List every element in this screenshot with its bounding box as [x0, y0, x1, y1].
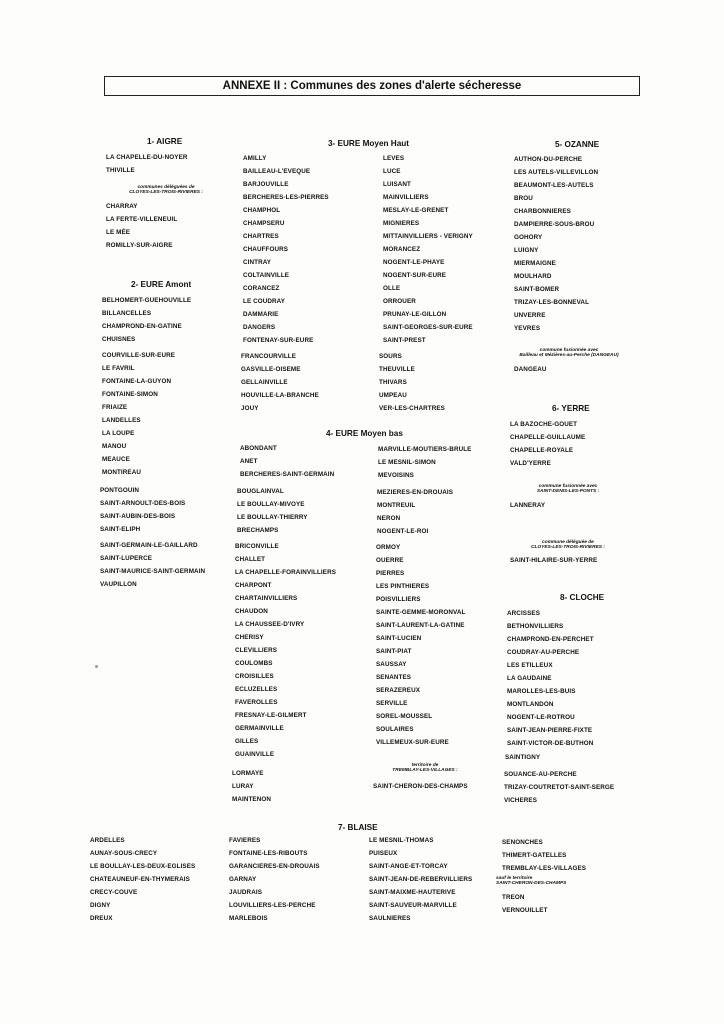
eure-moyen-bas-right-d — [373, 780, 468, 793]
commune-item: SAINT-LUPERCE — [100, 555, 153, 562]
commune-item: LA LOUPE — [102, 430, 135, 437]
cloche-list-a-fix — [505, 751, 540, 764]
commune-item: GUAINVILLE — [235, 751, 275, 758]
section-heading-eure-moyen-haut: 3- EURE Moyen Haut — [328, 139, 409, 148]
commune-item: SAINT-ARNOULT-DES-BOIS — [100, 500, 186, 507]
section-heading-blaise: 7- BLAISE — [338, 823, 378, 832]
commune-item: SAINT-PIAT — [376, 648, 412, 655]
commune-item: THIMERT-GATELLES — [502, 852, 567, 859]
note-line: commune fusionnée avec — [538, 484, 598, 489]
commune-item: SAINT-SAUVEUR-MARVILLE — [369, 902, 457, 909]
commune-item: MONTREUIL — [377, 502, 416, 509]
commune-item: LA GAUDAINE — [507, 675, 552, 682]
commune-item: GILLES — [235, 738, 259, 745]
commune-item: BRECHAMPS — [237, 527, 279, 534]
commune-item: SAINT-PREST — [383, 337, 426, 344]
commune-item: LANNERAY — [510, 502, 546, 509]
commune-item: SOURS — [379, 353, 402, 360]
commune-item: ARDELLES — [90, 837, 125, 844]
commune-item: SAINT-GEORGES-SUR-EURE — [383, 324, 473, 331]
commune-item: MIGNIERES — [383, 220, 420, 227]
commune-item: DIGNY — [90, 902, 111, 909]
section-heading-eure-amont: 2- EURE Amont — [131, 280, 192, 289]
eure-amont-list-d — [100, 539, 205, 591]
commune-item: FAVEROLLES — [235, 699, 278, 706]
commune-item: SERVILLE — [376, 700, 408, 707]
aigre-list-b — [106, 200, 177, 252]
commune-item: AUTHON-DU-PERCHE — [514, 156, 583, 163]
commune-item: MOULHARD — [514, 273, 552, 280]
commune-item: PIERRES — [376, 570, 405, 577]
commune-item: SAINTIGNY — [505, 754, 541, 761]
commune-item: SAINT-AUBIN-DES-BOIS — [100, 513, 176, 520]
commune-item: FONTAINE-SIMON — [102, 391, 158, 398]
commune-item: COULOMBS — [235, 660, 273, 667]
commune-item: CHAMPHOL — [243, 207, 281, 214]
commune-item: UMPEAU — [379, 392, 407, 399]
eure-amont-list-a — [102, 294, 191, 346]
commune-item: MESLAY-LE-GRENET — [383, 207, 449, 214]
commune-item: LE MÉE — [106, 229, 131, 236]
note-line: commune fusionnée avec — [539, 348, 599, 353]
commune-item: GOHORY — [514, 234, 543, 241]
eure-moyen-bas-left-b — [237, 485, 308, 537]
commune-item: CHAPELLE-ROYALE — [510, 447, 574, 454]
commune-item: ECLUZELLES — [235, 686, 278, 693]
page-title: ANNEXE II : Communes des zones d'alerte sécheresse — [104, 76, 640, 96]
commune-item: DAMMARIE — [243, 311, 279, 318]
commune-item: LES PINTHIERES — [376, 583, 430, 590]
commune-item: LE FAVRIL — [102, 365, 135, 372]
commune-item: BRICONVILLE — [235, 543, 279, 550]
commune-item: SAINT-LAURENT-LA-GATINE — [376, 622, 465, 629]
eure-amont-list-b — [102, 349, 175, 479]
note-line: SAINT-DENIS-LES-PONTS : — [536, 489, 600, 495]
commune-item: VAUPILLON — [100, 581, 137, 588]
commune-item: CROISILLES — [235, 673, 274, 680]
eure-moyen-bas-note — [370, 763, 480, 774]
commune-item: FONTAINE-LA-GUYON — [102, 378, 172, 385]
commune-item: BARJOUVILLE — [243, 181, 289, 188]
commune-item: YEVRES — [514, 325, 541, 332]
commune-item: LE COUDRAY — [243, 298, 286, 305]
commune-item: CHAUDON — [235, 608, 268, 615]
commune-item: MARLEBOIS — [229, 915, 268, 922]
commune-item: JAUDRAIS — [229, 889, 262, 896]
eure-moyen-bas-left-d — [232, 767, 271, 806]
commune-item: BERCHERES-LES-PIERRES — [243, 194, 329, 201]
commune-item: VILLEMEUX-SUR-EURE — [376, 739, 449, 746]
aigre-list-a — [106, 151, 188, 177]
section-heading-cloche: 8- CLOCHE — [560, 593, 605, 602]
note-line: territoire de — [411, 763, 439, 768]
note-line: commune déléguée de — [542, 540, 594, 545]
commune-item: HOUVILLE-LA-BRANCHE — [241, 392, 319, 399]
commune-item: MAINTENON — [232, 796, 272, 803]
commune-item: ANET — [240, 458, 258, 465]
commune-item: NOGENT-LE-ROI — [377, 528, 429, 535]
note-line: TREMBLAY-LES-VILLAGES : — [392, 768, 458, 774]
commune-item: SENANTES — [376, 674, 412, 681]
commune-item: MEVOISINS — [378, 472, 414, 479]
commune-item: MAINVILLIERS — [383, 194, 429, 201]
commune-item: FONTENAY-SUR-EURE — [243, 337, 314, 344]
commune-item: CORANCEZ — [243, 285, 280, 292]
commune-item: FRANCOURVILLE — [241, 353, 297, 360]
commune-item: LE MESNIL-SIMON — [378, 459, 436, 466]
commune-item: GELLAINVILLE — [241, 379, 288, 386]
eure-moyen-bas-right-a — [378, 443, 472, 482]
commune-item: CRECY-COUVE — [90, 889, 138, 896]
commune-item: SOREL-MOUSSEL — [376, 713, 433, 720]
commune-item: TREON — [502, 894, 525, 901]
commune-item: CHARTAINVILLIERS — [235, 595, 298, 602]
commune-item: VALD'YERRE — [510, 460, 551, 467]
commune-item: SAINTE-GEMME-MORONVAL — [376, 609, 466, 616]
commune-item: MAROLLES-LES-BUIS — [507, 688, 576, 695]
commune-item: DAMPIERRE-SOUS-BROU — [514, 221, 595, 228]
commune-item: MITTAINVILLIERS - VERIGNY — [383, 233, 473, 240]
commune-item: TRIZAY-COUTRETOT-SAINT-SERGE — [504, 784, 615, 791]
commune-item: SAINT-VICTOR-DE-BUTHON — [507, 740, 594, 747]
commune-item: TREMBLAY-LES-VILLAGES — [502, 865, 587, 872]
commune-item: SAINT-ANGE-ET-TORCAY — [369, 863, 448, 870]
commune-item: MORANCEZ — [383, 246, 421, 253]
commune-item: BELHOMERT-GUEHOUVILLE — [102, 297, 192, 304]
eure-moyen-haut-right-b — [379, 350, 445, 415]
blaise-list-col-4a — [502, 836, 586, 875]
commune-item: CHARTRES — [243, 233, 279, 240]
commune-item: BROU — [514, 195, 533, 202]
commune-item: CINTRAY — [243, 259, 272, 266]
eure-amont-list-c — [100, 484, 185, 536]
commune-item: SAINT-MAURICE-SAINT-GERMAIN — [100, 568, 206, 575]
commune-item: UNVERRE — [514, 312, 546, 319]
commune-item: CHAMPSERU — [243, 220, 285, 227]
commune-item: BETHONVILLIERS — [507, 623, 564, 630]
ozanne-list-b — [514, 363, 547, 376]
commune-item: COLTAINVILLE — [243, 272, 290, 279]
commune-item: PUISEUX — [369, 850, 398, 857]
note-line: Bailleau et Mézières-au-Perche (DANGEAU) — [519, 353, 619, 359]
blaise-list-col-4b — [502, 891, 548, 917]
eure-moyen-haut-left-a — [243, 152, 329, 347]
commune-item: SAINT-HILAIRE-SUR-YERRE — [510, 557, 598, 564]
blaise-note — [496, 876, 594, 887]
commune-item: DREUX — [90, 915, 113, 922]
commune-item: SAULNIERES — [369, 915, 411, 922]
commune-item: SERAZEREUX — [376, 687, 421, 694]
commune-item: BAILLEAU-L'EVEQUE — [243, 168, 311, 175]
commune-item: SAUSSAY — [376, 661, 407, 668]
cloche-list-a — [507, 607, 594, 750]
commune-item: THIVILLE — [106, 167, 135, 174]
commune-item: GASVILLE-OISEME — [241, 366, 301, 373]
commune-item: CHAUFFOURS — [243, 246, 289, 253]
commune-item: CLEVILLIERS — [235, 647, 278, 654]
commune-item: LA CHAUSSEE-D'IVRY — [235, 621, 305, 628]
commune-item: LE BOULLAY-THIERRY — [237, 514, 308, 521]
commune-item: VICHERES — [504, 797, 537, 804]
commune-item: SAINT-JEAN-PIERRE-FIXTE — [507, 727, 593, 734]
commune-item: PRUNAY-LE-GILLON — [383, 311, 447, 318]
yerre-note-1 — [508, 484, 628, 495]
commune-item: GERMAINVILLE — [235, 725, 284, 732]
commune-item: LOUVILLIERS-LES-PERCHE — [229, 902, 316, 909]
eure-moyen-bas-right-c — [376, 541, 465, 749]
aigre-note — [104, 185, 228, 196]
commune-item: LE MESNIL-THOMAS — [369, 837, 434, 844]
commune-item: NERON — [377, 515, 401, 522]
commune-item: NOGENT-LE-ROTROU — [507, 714, 575, 721]
commune-item: BERCHERES-SAINT-GERMAIN — [240, 471, 335, 478]
commune-item: SAINT-JEAN-DE-REBERVILLIERS — [369, 876, 473, 883]
commune-item: MONTLANDON — [507, 701, 554, 708]
eure-moyen-bas-left-a — [240, 442, 334, 481]
commune-item: MEZIERES-EN-DROUAIS — [377, 489, 454, 496]
commune-item: BILLANCELLES — [102, 310, 152, 317]
cloche-list-b — [504, 768, 614, 807]
eure-moyen-bas-left-c — [235, 540, 336, 761]
yerre-list-b — [510, 499, 545, 512]
commune-item: MANOU — [102, 443, 127, 450]
commune-item: LUISANT — [383, 181, 411, 188]
commune-item: AUNAY-SOUS-CRECY — [90, 850, 158, 857]
blaise-list-col-2 — [229, 834, 320, 925]
commune-item: DANGERS — [243, 324, 276, 331]
commune-item: BEAUMONT-LES-AUTELS — [514, 182, 594, 189]
section-heading-yerre: 6- YERRE — [552, 404, 590, 413]
ozanne-list-a — [514, 153, 598, 335]
commune-item: LES AUTELS-VILLEVILLON — [514, 169, 599, 176]
section-heading-aigre: 1- AIGRE — [147, 137, 183, 146]
commune-item: LEVES — [383, 155, 405, 162]
commune-item: SAINT-CHERON-DES-CHAMPS — [373, 783, 468, 790]
commune-item: LUIGNY — [514, 247, 539, 254]
commune-item: ORROUER — [383, 298, 416, 305]
commune-item: MEAUCE — [102, 456, 130, 463]
commune-item: SOUANCE-AU-PERCHE — [504, 771, 577, 778]
commune-item: THEUVILLE — [379, 366, 415, 373]
commune-item: NOGENT-LE-PHAYE — [383, 259, 445, 266]
blaise-list-col-1 — [90, 834, 195, 925]
eure-moyen-haut-left-b — [241, 350, 319, 415]
note-line: sauf le territoire — [496, 876, 533, 881]
commune-item: CHERISY — [235, 634, 264, 641]
commune-item: ORMOY — [376, 544, 401, 551]
commune-item: CHATEAUNEUF-EN-THYMERAIS — [90, 876, 190, 883]
commune-item: COURVILLE-SUR-EURE — [102, 352, 176, 359]
commune-item: BOUGLAINVAL — [237, 488, 284, 495]
commune-item: SAINT-MAIXME-HAUTERIVE — [369, 889, 456, 896]
eure-moyen-haut-right-a — [383, 152, 473, 347]
commune-item: MARVILLE-MOUTIERS-BRULE — [378, 446, 472, 453]
commune-item: LA BAZOCHE-GOUET — [510, 421, 578, 428]
commune-item: FRESNAY-LE-GILMERT — [235, 712, 307, 719]
yerre-note-2 — [508, 540, 628, 551]
commune-item: CHAMPROND-EN-PERCHET — [507, 636, 594, 643]
commune-item: LANDELLES — [102, 417, 141, 424]
commune-item: VERNOUILLET — [502, 907, 548, 914]
commune-item: ROMILLY-SUR-AIGRE — [106, 242, 173, 249]
commune-item: SAINT-ELIPH — [100, 526, 141, 533]
section-heading-eure-moyen-bas: 4- EURE Moyen bas — [326, 429, 403, 438]
commune-item: FONTAINE-LES-RIBOUTS — [229, 850, 308, 857]
scan-speck — [95, 665, 98, 668]
eure-moyen-bas-right-b — [377, 486, 453, 538]
commune-item: MONTIREAU — [102, 469, 142, 476]
ozanne-note — [504, 348, 634, 359]
commune-item: LA FERTE-VILLENEUIL — [106, 216, 178, 223]
note-line: communes déléguées de — [137, 185, 195, 190]
section-heading-ozanne: 5- OZANNE — [555, 140, 600, 149]
commune-item: SAINT-LUCIEN — [376, 635, 422, 642]
commune-item: NOGENT-SUR-EURE — [383, 272, 447, 279]
commune-item: SOULAIRES — [376, 726, 414, 733]
blaise-list-col-3 — [369, 834, 472, 925]
commune-item: ARCISSES — [507, 610, 540, 617]
commune-item: CHARPONT — [235, 582, 272, 589]
commune-item: CHAMPROND-EN-GATINE — [102, 323, 182, 330]
commune-item: COUDRAY-AU-PERCHE — [507, 649, 580, 656]
commune-item: FAVIERES — [229, 837, 261, 844]
commune-item: OLLE — [383, 285, 401, 292]
commune-item: LE BOULLAY-LES-DEUX-EGLISES — [90, 863, 196, 870]
note-line: CLOYES-LES-TROIS-RIVIERES : — [531, 545, 605, 551]
commune-item: ABONDANT — [240, 445, 277, 452]
note-line: CLOYES-LES-TROIS-RIVIERES : — [129, 190, 203, 196]
commune-item: OUERRE — [376, 557, 404, 564]
commune-item: LA CHAPELLE-FORAINVILLIERS — [235, 569, 337, 576]
commune-item: LURAY — [232, 783, 254, 790]
commune-item: MIERMAIGNE — [514, 260, 556, 267]
commune-item: PONTGOUIN — [100, 487, 140, 494]
commune-item: DANGEAU — [514, 366, 547, 373]
commune-item: LA CHAPELLE-DU-NOYER — [106, 154, 188, 161]
commune-item: JOUY — [241, 405, 259, 412]
commune-item: POISVILLIERS — [376, 596, 421, 603]
commune-item: CHUISNES — [102, 336, 136, 343]
commune-item: GARNAY — [229, 876, 257, 883]
commune-item: FRIAIZE — [102, 404, 128, 411]
commune-item: CHARRAY — [106, 203, 138, 210]
commune-item: CHAPELLE-GUILLAUME — [510, 434, 586, 441]
commune-item: VER-LES-CHARTRES — [379, 405, 445, 412]
commune-item: LES ETILLEUX — [507, 662, 553, 669]
commune-item: THIVARS — [379, 379, 407, 386]
commune-item: SAINT-GERMAIN-LE-GAILLARD — [100, 542, 198, 549]
commune-item: LUCE — [383, 168, 401, 175]
commune-item: CHALLET — [235, 556, 266, 563]
commune-item: AMILLY — [243, 155, 267, 162]
commune-item: CHARBONNIERES — [514, 208, 571, 215]
commune-item: TRIZAY-LES-BONNEVAL — [514, 299, 590, 306]
note-line: SAINT-CHERON-DES-CHAMPS — [496, 881, 567, 887]
yerre-list-c — [510, 554, 597, 567]
commune-item: LORMAYE — [232, 770, 264, 777]
commune-item: LE BOULLAY-MIVOYE — [237, 501, 305, 508]
yerre-list-a — [510, 418, 585, 470]
commune-item: SAINT-BOMER — [514, 286, 560, 293]
commune-item: SENONCHES — [502, 839, 543, 846]
commune-item: GARANCIERES-EN-DROUAIS — [229, 863, 320, 870]
